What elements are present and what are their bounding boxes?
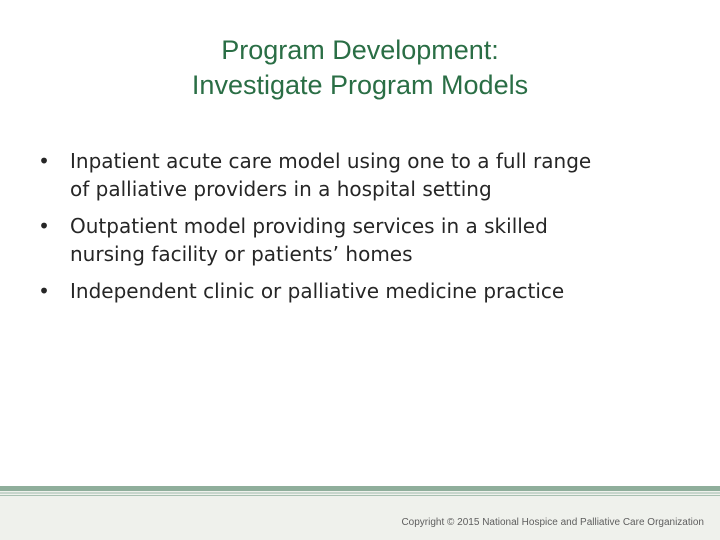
footer-copyright: Copyright © 2015 National Hospice and Palliative Care Organization xyxy=(401,517,704,528)
slide-title xyxy=(60,33,660,103)
title-line: Investigate Program Models xyxy=(191,70,529,100)
bullet-text-line: Independent clinic or palliative medicine practice xyxy=(70,279,565,303)
title-line: Program Development: xyxy=(221,35,499,65)
footer-divider xyxy=(0,486,720,491)
bullet-text-line: of palliative providers in a hospital setting xyxy=(70,177,492,201)
bullet-icon: • xyxy=(38,214,50,238)
footer-divider xyxy=(0,495,720,496)
bullet-icon: • xyxy=(38,149,50,173)
bullet-list xyxy=(34,147,674,305)
bullet-text-line: Outpatient model providing services in a skilled xyxy=(70,214,548,238)
bullet-item xyxy=(34,147,674,203)
bullet-item xyxy=(34,277,674,305)
bullet-item xyxy=(34,212,674,268)
bullet-icon: • xyxy=(38,279,50,303)
bullet-text-line: Inpatient acute care model using one to a full range xyxy=(70,149,592,173)
footer-divider xyxy=(0,492,720,494)
bullet-text-line: nursing facility or patients’ homes xyxy=(70,242,413,266)
